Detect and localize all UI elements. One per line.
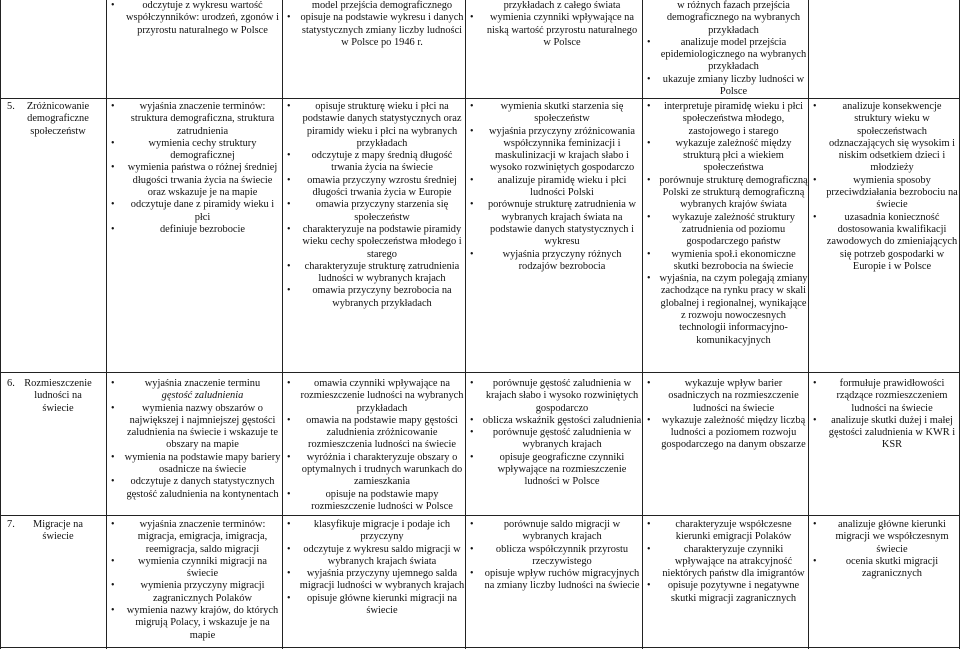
- row6-level-4: [643, 378, 808, 514]
- table-border: [0, 647, 960, 648]
- list-item: • charakteryzuje na podstawie piramidy wieku cechy społeczeństwa młodego i starego: [283, 224, 465, 261]
- list-item: • odczytuje z wykresu saldo migracji w wybranych krajach świata: [283, 544, 465, 569]
- list-item: • opisuje główne kierunki migracji na świecie: [283, 593, 465, 618]
- list-item: • wymienia sposoby przeciwdziałania bezrobociu na świecie: [809, 175, 959, 212]
- list-item: • wymienia społ.i ekonomiczne skutki bezrobocia na świecie: [643, 249, 808, 274]
- row7-level-1: [107, 519, 282, 647]
- list-item: • omawia na podstawie mapy gęstości zaludnienia zróżnicowanie rozmieszczenia ludności na świecie: [283, 415, 465, 452]
- list-item: • wykazuje zależność struktury zatrudnienia od poziomu gospodarczego państw: [643, 212, 808, 249]
- list-item: • charakteryzuje czynniki wpływające na atrakcyjność niektórych państw dla imigrantów: [643, 544, 808, 581]
- list-item: • wymienia państwa o różnej średniej długości trwania życia na świecie oraz wskazuje je na mapie: [107, 162, 282, 199]
- list-item: • ukazuje zmiany liczby ludności w Polsce: [643, 74, 808, 98]
- top-cell-level-1: [107, 0, 282, 98]
- list-item: • porównuje gęstość zaludnienia w krajach słabo i wysoko rozwiniętych gospodarczo: [466, 378, 642, 415]
- row5-level-3: [466, 101, 642, 371]
- topic-number: 7.: [7, 519, 15, 530]
- list-item: • wyjaśnia przyczyny ujemnego salda migracji ludności w wybranych krajach: [283, 568, 465, 593]
- list-item: • opisuje pozytywne i negatywne skutki migracji zagranicznych: [643, 580, 808, 605]
- list-item: • wyjaśnia przyczyny zróżnicowania współczynnika feminizacji i maskulinizacji w krajach słabo i wysoko rozwiniętych gospodarczo: [466, 126, 642, 175]
- topic-title: Rozmieszczenie ludności na świecie: [24, 378, 92, 414]
- cell-text: przykładach z całego świata: [503, 0, 621, 11]
- top-cell-level-3: [466, 0, 642, 98]
- list-item: • wymienia nazwy obszarów o największej i najmniejszej gęstości zaludnienia na świecie i wskazuje te obszary na mapie: [107, 403, 282, 452]
- top-cell-level-4: [643, 0, 808, 98]
- row7-level-5: [809, 519, 959, 647]
- row6-level-2: [283, 378, 465, 514]
- list-item: • charakteryzuje współczesne kierunki emigracji Polaków: [643, 519, 808, 544]
- cell-text: model przejścia demograficznego: [311, 0, 453, 11]
- list-item: • wymienia na podstawie mapy bariery osadnicze na świecie: [107, 452, 282, 477]
- row-divider: [0, 515, 960, 516]
- row7-level-3: [466, 519, 642, 647]
- row7-level-4: [643, 519, 808, 647]
- list-item: • wymienia cechy struktury demograficznej: [107, 138, 282, 163]
- list-item: • omawia przyczyny bezrobocia na wybranych przykładach: [283, 285, 465, 310]
- list-item: • definiuje bezrobocie: [107, 224, 282, 236]
- list-item: • oblicza wskaźnik gęstości zaludnienia: [466, 415, 642, 427]
- lead-text: wyjaśnia znaczenie terminu: [144, 378, 261, 389]
- list-item: • omawia czynniki wpływające na rozmieszczenie ludności na wybranych przykładach: [283, 378, 465, 415]
- list-item: • porównuje strukturę demograficzną Polski ze strukturą demograficzną wybranych krajów świata: [643, 175, 808, 212]
- list-item: • odczytuje z danych statystycznych gęstość zaludnienia na kontynentach: [107, 476, 282, 501]
- list-item: • charakteryzuje strukturę zatrudnienia ludności w wybranych krajach: [283, 261, 465, 286]
- list-item: • wyjaśnia znaczenie terminów: migracja, emigracja, imigracja, reemigracja, saldo migracji: [107, 519, 282, 556]
- topic-cell: [1, 101, 111, 371]
- row6-level-5: [809, 378, 959, 514]
- list-item: • opisuje wpływ ruchów migracyjnych na zmiany liczby ludności na świecie: [466, 568, 642, 593]
- row6-level-3: [466, 378, 642, 514]
- list-item: • ocenia skutki migracji zagranicznych: [809, 556, 959, 581]
- list-item: • klasyfikuje migracje i podaje ich przyczyny: [283, 519, 465, 544]
- list-item: • wykazuje wpływ barier osadniczych na rozmieszczenie ludności na świecie: [643, 378, 808, 415]
- row-divider: [0, 98, 960, 99]
- list-item: • porównuje saldo migracji w wybranych krajach: [466, 519, 642, 544]
- list-item: • wymienia przyczyny migracji zagranicznych Polaków: [107, 580, 282, 605]
- row5-level-5: [809, 101, 959, 371]
- list-item: • opisuje na podstawie wykresu i danych statystycznych zmiany liczby ludności w Polsce po 1946 r.: [283, 12, 465, 49]
- list-item: • analizuje konsekwencje struktury wieku w społeczeństwach odznaczających się wysokim i niskim odsetkiem dzieci i młodzieży: [809, 101, 959, 175]
- list-item: • analizuje model przejścia epidemiologicznego na wybranych przykładach: [643, 37, 808, 74]
- list-item: • analizuje skutki dużej i małej gęstości zaludnienia w KWR i KSR: [809, 415, 959, 452]
- list-item: • odczytuje z mapy średnią długość trwania życia na świecie: [283, 150, 465, 175]
- list-item: • wymienia nazwy krajów, do których migrują Polacy, i wskazuje je na mapie: [107, 605, 282, 642]
- list-item: • opisuje strukturę wieku i płci na podstawie danych statystycznych oraz piramidy wieku i płci na wybranych przykładach: [283, 101, 465, 150]
- cell-text: w różnych fazach przejścia demograficznego na wybranych przykładach: [666, 0, 801, 36]
- list-item: • wymienia czynniki migracji na świecie: [107, 556, 282, 581]
- topic-cell: [1, 378, 111, 514]
- row5-level-2: [283, 101, 465, 371]
- list-item: • uzasadnia konieczność dostosowania kwalifikacji zawodowych do zmieniających się potrzeb gospodarki w Europie i w Polsce: [809, 212, 959, 273]
- list-item: • analizuje główne kierunki migracji we współczesnym świecie: [809, 519, 959, 556]
- list-item: • odczytuje z wykresu wartość współczynników: urodzeń, zgonów i przyrostu naturalnego w Polsce: [107, 0, 282, 37]
- list-item: • wymienia czynniki wpływające na niską wartość przyrostu naturalnego w Polsce: [466, 12, 642, 49]
- row7-level-2: [283, 519, 465, 647]
- row5-level-4: [643, 101, 808, 371]
- topic-title: Zróżnicowanie demograficzne społeczeństw: [26, 101, 90, 137]
- topic-cell: [1, 519, 111, 646]
- list-item: • wyjaśnia przyczyny różnych rodzajów bezrobocia: [466, 249, 642, 274]
- list-item: • wykazuje zależność między strukturą płci a wiekiem społeczeństwa: [643, 138, 808, 175]
- list-item: • omawia przyczyny starzenia się społeczeństw: [283, 199, 465, 224]
- list-item: • opisuje na podstawie mapy rozmieszczenie ludności w Polsce: [283, 489, 465, 514]
- list-item: [107, 378, 282, 403]
- row5-level-1: [107, 101, 282, 371]
- top-cell-level-2: [283, 0, 465, 98]
- term-text: gęstość zaludnienia: [161, 390, 244, 402]
- topic-title: Migracje na świecie: [33, 519, 83, 543]
- list-item: • oblicza współczynnik przyrostu rzeczywistego: [466, 544, 642, 569]
- list-item: • wyróżnia i charakteryzuje obszary o optymalnych i trudnych warunkach do zamieszkania: [283, 452, 465, 489]
- row6-level-1: [107, 378, 282, 514]
- list-item: • analizuje piramidę wieku i płci ludności Polski: [466, 175, 642, 200]
- list-item: • wyjaśnia, na czym polegają zmiany zachodzące na rynku pracy w skali globalnej i regionalnej, wynikające z rozwoju nowoczesnych technologii informacyjno-komunikacyjnych: [643, 273, 808, 347]
- list-item: • wyjaśnia znaczenie terminów: struktura demograficzna, struktura zatrudnienia: [107, 101, 282, 138]
- list-item: • interpretuje piramidę wieku i płci społeczeństwa młodego, zastojowego i starego: [643, 101, 808, 138]
- list-item: • odczytuje dane z piramidy wieku i płci: [107, 199, 282, 224]
- list-item: • wykazuje zależność między liczbą ludności a poziomem rozwoju gospodarczego na danym obszarze: [643, 415, 808, 452]
- topic-number: 5.: [7, 101, 15, 112]
- list-item: • opisuje geograficzne czynniki wpływające na rozmieszczenie ludności w Polsce: [466, 452, 642, 489]
- list-item: • porównuje gęstość zaludnienia w wybranych krajach: [466, 427, 642, 452]
- row-divider: [0, 372, 960, 373]
- list-item: • wymienia skutki starzenia się społeczeństw: [466, 101, 642, 126]
- list-item: • omawia przyczyny wzrostu średniej długości trwania życia w Europie: [283, 175, 465, 200]
- list-item: • formułuje prawidłowości rządzące rozmieszczeniem ludności na świecie: [809, 378, 959, 415]
- topic-number: 6.: [7, 378, 15, 389]
- list-item: • porównuje strukturę zatrudnienia w wybranych krajach świata na podstawie danych statystycznych i wykresu: [466, 199, 642, 248]
